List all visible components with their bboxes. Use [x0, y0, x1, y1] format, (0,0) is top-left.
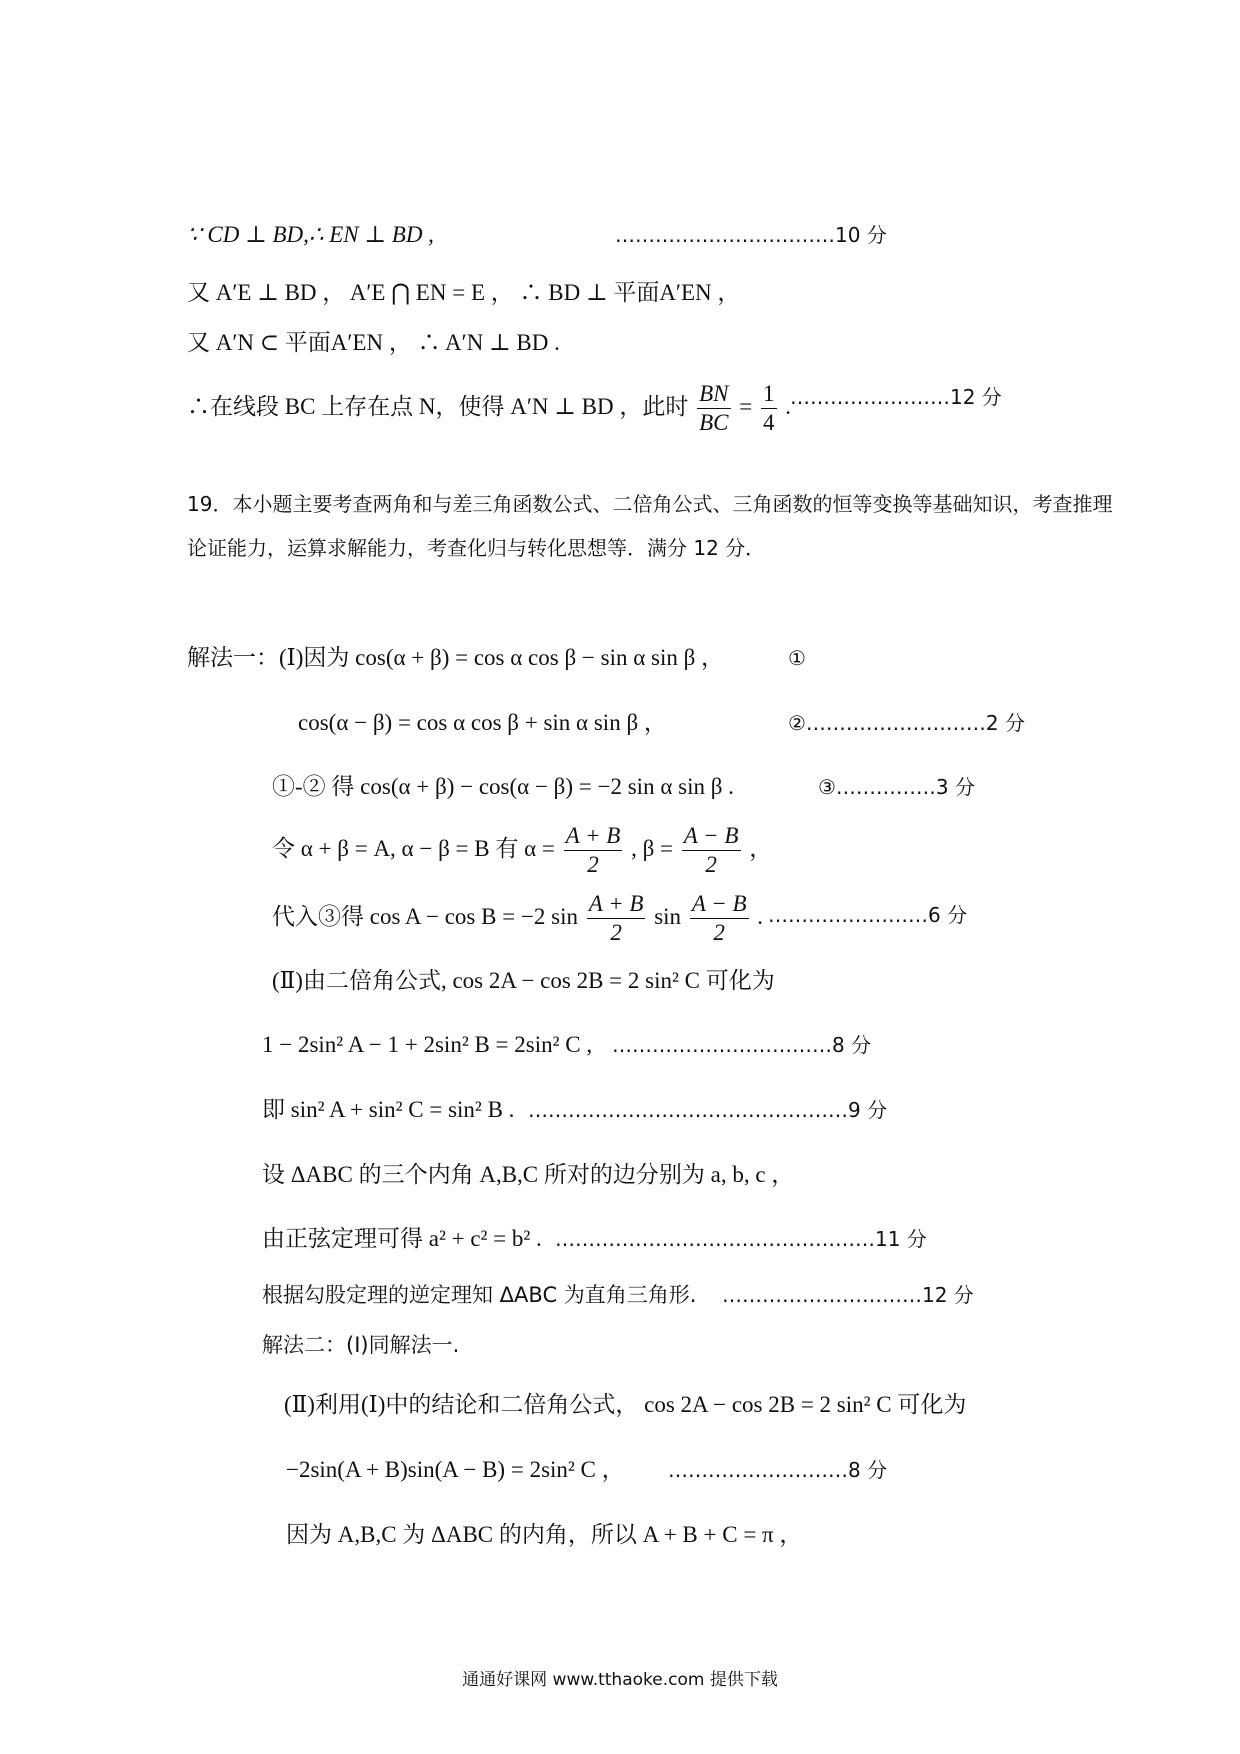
fraction-numerator: BN: [697, 380, 730, 409]
score-12: ……………………12 分: [790, 385, 1002, 409]
solution1-step9: 设 ΔABC 的三个内角 A,B,C 所对的边分别为 a, b, c ，: [262, 1162, 795, 1187]
fraction-numerator: A + B: [587, 890, 646, 919]
fraction-numerator: A + B: [564, 822, 623, 851]
score-6: ……………………6 分: [768, 903, 968, 927]
score-2: ②………………………2 分: [788, 711, 1026, 735]
solution2-step1: 解法二：(Ⅰ)同解法一.: [262, 1333, 460, 1357]
proof-line-2: 又 A′E ⊥ BD ， A′E ⋂ EN = E ， ∴ BD ⊥ 平面A′EN ，: [187, 280, 741, 305]
fraction-denominator: 2: [610, 920, 622, 945]
solution2-step2: (Ⅱ)利用(Ⅰ)中的结论和二倍角公式， cos 2A − cos 2B = 2 sin² C 可化为: [284, 1392, 967, 1417]
solution1-step2: cos(α − β) = cos α cos β + sin α sin β ，: [298, 710, 667, 735]
fraction-denominator: BC: [699, 410, 729, 435]
proof-line-4-text: ∴在线段 BC 上存在点 N，使得 A′N ⊥ BD ，此时: [187, 393, 689, 419]
solution1-step6: (Ⅱ)由二倍角公式, cos 2A − cos 2B = 2 sin² C 可化为: [272, 968, 775, 993]
score-8: ……………………………8 分: [612, 1033, 872, 1057]
period: .: [785, 393, 791, 419]
solution1-step4: [272, 822, 772, 879]
score-8b: ………………………8 分: [668, 1458, 888, 1482]
solution2-step3: −2sin(A + B)sin(A − B) = 2sin² C ，: [286, 1457, 625, 1482]
sin-text: sin: [654, 903, 682, 929]
proof-line-3: 又 A′N ⊂ 平面A′EN ， ∴ A′N ⊥ BD .: [187, 330, 560, 355]
score-3: ③……………3 分: [818, 775, 976, 799]
score-11: …………………………………………11 分: [555, 1227, 927, 1251]
comma: ，: [749, 835, 773, 861]
fraction-a-plus-b-over-2: [587, 890, 646, 947]
solution1-step8: 即 sin² A + sin² C = sin² B .: [262, 1097, 515, 1122]
solution1-step7: 1 − 2sin² A − 1 + 2sin² B = 2sin² C ,: [262, 1032, 593, 1057]
fraction-one-quarter: [761, 380, 777, 437]
fraction-a-minus-b-over-2: [690, 890, 749, 947]
fraction-bn-bc: [697, 380, 730, 437]
substitute-text: 代入③得 cos A − cos B = −2 sin: [272, 903, 578, 929]
fraction-numerator: 1: [761, 380, 777, 409]
fraction-a-minus-b-over-2: [682, 822, 741, 879]
question-19-intro: 19．本小题主要考查两角和与差三角函数公式、二倍角公式、三角函数的恒等变换等基础知识，考查推理论证能力，运算求解能力，考查化归与转化思想等．满分 12 分．: [187, 492, 1113, 560]
substitution-text: 令 α + β = A, α − β = B 有 α =: [272, 835, 555, 861]
proof-line-1: ∵ CD ⊥ BD,∴ EN ⊥ BD ,: [187, 222, 434, 247]
fraction-denominator: 2: [587, 852, 599, 877]
solution1-step11: 根据勾股定理的逆定理知 ΔABC 为直角三角形.: [262, 1283, 697, 1307]
fraction-denominator: 2: [713, 920, 725, 945]
solution1-step3: ①-② 得 cos(α + β) − cos(α − β) = −2 sin α sin β .: [272, 774, 734, 799]
beta-equals: , β =: [631, 835, 674, 861]
solution1-step1: 解法一：(Ⅰ)因为 cos(α + β) = cos α cos β − sin α sin β ，: [187, 645, 725, 670]
fraction-denominator: 2: [705, 852, 717, 877]
score-12b: …………………………12 分: [722, 1283, 974, 1307]
solution2-step4: 因为 A,B,C 为 ΔABC 的内角，所以 A + B + C = π ，: [286, 1522, 803, 1547]
equation-mark-1: ①: [788, 646, 806, 670]
equals-sign: =: [739, 393, 753, 419]
fraction-numerator: A − B: [682, 822, 741, 851]
page-footer: 通通好课网 www.tthaoke.com 提供下载: [462, 1670, 778, 1690]
score-10: ……………………………10 分: [615, 223, 887, 247]
period: .: [757, 903, 764, 929]
solution1-step5: [272, 890, 763, 947]
proof-line-4: [187, 380, 791, 437]
score-9: …………………………………………9 分: [528, 1098, 888, 1122]
fraction-numerator: A − B: [690, 890, 749, 919]
solution1-step10: 由正弦定理可得 a² + c² = b² .: [262, 1226, 542, 1251]
fraction-a-plus-b-over-2: [564, 822, 623, 879]
fraction-denominator: 4: [763, 410, 775, 435]
